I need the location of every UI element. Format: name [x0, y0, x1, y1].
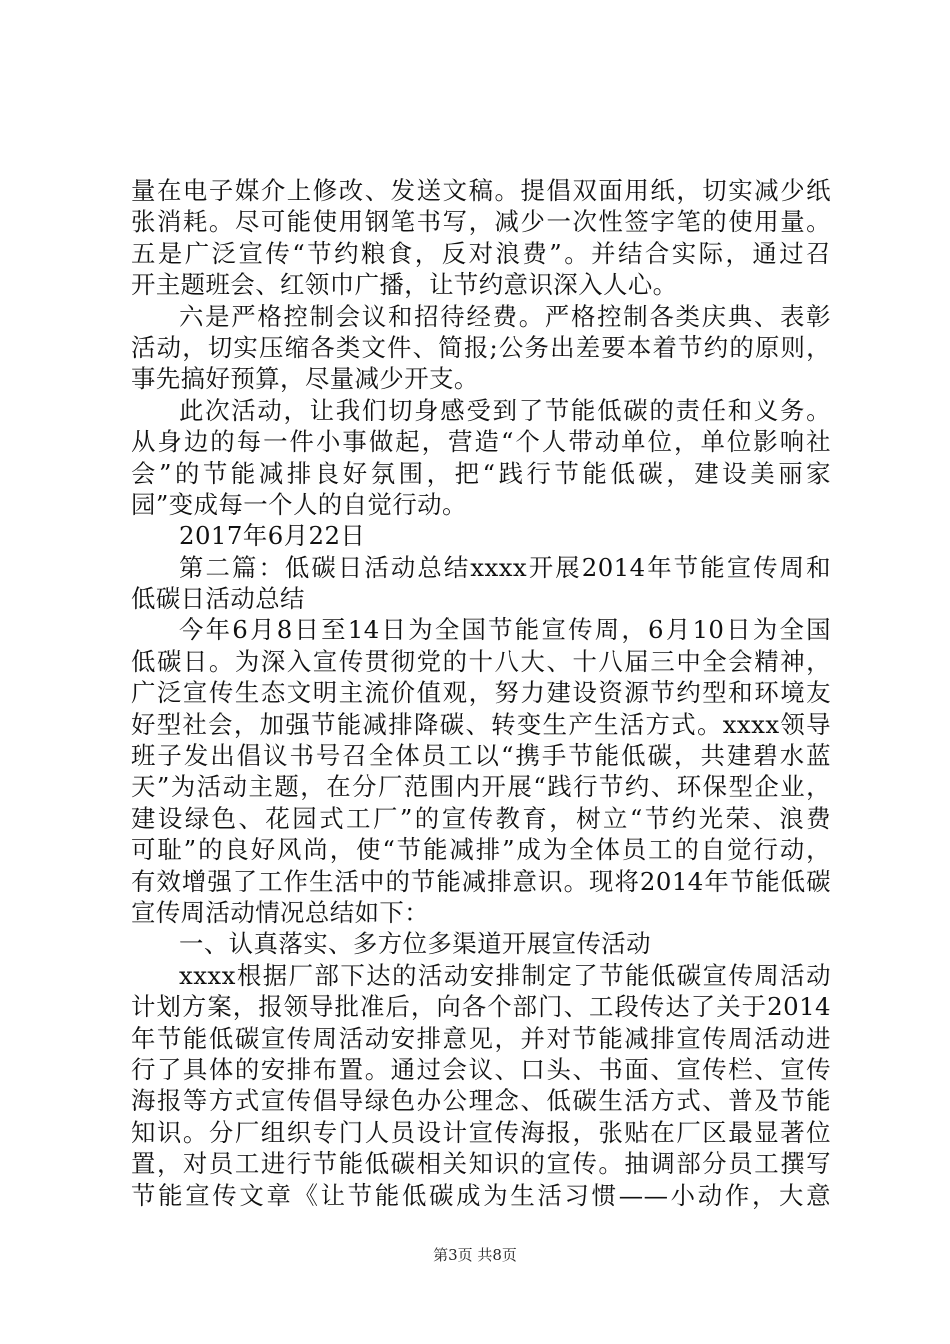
section-heading: 第二篇：低碳日活动总结xxxx开展2014年节能宣传周和 — [179, 552, 831, 582]
text-line: 开主题班会、红领巾广播，让节约意识深入人心。 — [131, 270, 678, 300]
text-line: 低碳日。为深入宣传贯彻党的十八大、十八届三中全会精神， — [131, 646, 831, 676]
text-line: 活动，切实压缩各类文件、简报;公务出差要本着节约的原则， — [131, 332, 831, 362]
text-line: 会”的节能减排良好氛围，把“践行节能低碳，建设美丽家 — [131, 458, 831, 488]
text-line: 张消耗。尽可能使用钢笔书写，减少一次性签字笔的使用量。 — [131, 207, 831, 237]
text-line: 班子发出倡议书号召全体员工以“携手节能低碳，共建碧水蓝 — [131, 741, 831, 771]
text-line: 行了具体的安排布置。通过会议、口头、书面、宣传栏、宣传 — [131, 1054, 831, 1084]
text-line: 有效增强了工作生活中的节能减排意识。现将2014年节能低碳 — [131, 866, 831, 896]
text-line: 建设绿色、花园式工厂”的宣传教育，树立“节约光荣、浪费 — [131, 803, 831, 833]
text-line: 天”为活动主题，在分厂范围内开展“践行节约、环保型企业， — [131, 772, 831, 802]
text-line: 从身边的每一件小事做起，营造“个人带动单位，单位影响社 — [131, 427, 831, 457]
text-line: 六是严格控制会议和招待经费。严格控制各类庆典、表彰 — [179, 301, 831, 331]
section-heading-continued: 低碳日活动总结 — [131, 584, 305, 614]
text-line: 今年6月8日至14日为全国节能宣传周，6月10日为全国 — [179, 615, 831, 645]
page-number-footer: 第3页 共8页 — [433, 1246, 517, 1264]
body-text — [131, 175, 831, 1211]
text-line: 年节能低碳宣传周活动安排意见，并对节能减排宣传周活动进 — [131, 1023, 831, 1053]
text-line: 量在电子媒介上修改、发送文稿。提倡双面用纸，切实减少纸 — [131, 176, 831, 205]
text-line: 此次活动，让我们切身感受到了节能低碳的责任和义务。 — [179, 395, 831, 425]
text-line: 五是广泛宣传“节约粮食，反对浪费”。并结合实际，通过召 — [131, 238, 831, 268]
text-line: 好型社会，加强节能减排降碳、转变生产生活方式。xxxx领导 — [131, 709, 831, 739]
subsection-heading: 一、认真落实、多方位多渠道开展宣传活动 — [179, 929, 651, 959]
text-line: 计划方案，报领导批准后，向各个部门、工段传达了关于2014 — [131, 992, 831, 1022]
text-line: 海报等方式宣传倡导绿色办公理念、低碳生活方式、普及节能 — [131, 1086, 831, 1116]
text-line: 事先搞好预算，尽量减少开支。 — [131, 364, 479, 394]
text-line: 宣传周活动情况总结如下： — [131, 897, 430, 927]
text-line: 节能宣传文章《让节能低碳成为生活习惯——小动作，大意 — [131, 1180, 831, 1210]
text-line: 置，对员工进行节能低碳相关知识的宣传。抽调部分员工撰写 — [131, 1149, 831, 1179]
text-line: 园”变成每一个人的自觉行动。 — [131, 489, 467, 519]
text-line: xxxx根据厂部下达的活动安排制定了节能低碳宣传周活动 — [179, 960, 831, 990]
text-line: 知识。分厂组织专门人员设计宣传海报，张贴在厂区最显著位 — [131, 1117, 831, 1147]
date-line: 2017年6月22日 — [179, 521, 366, 551]
text-line: 可耻”的良好风尚，使“节能减排”成为全体员工的自觉行动， — [131, 835, 831, 865]
text-line: 广泛宣传生态文明主流价值观，努力建设资源节约型和环境友 — [131, 678, 831, 708]
